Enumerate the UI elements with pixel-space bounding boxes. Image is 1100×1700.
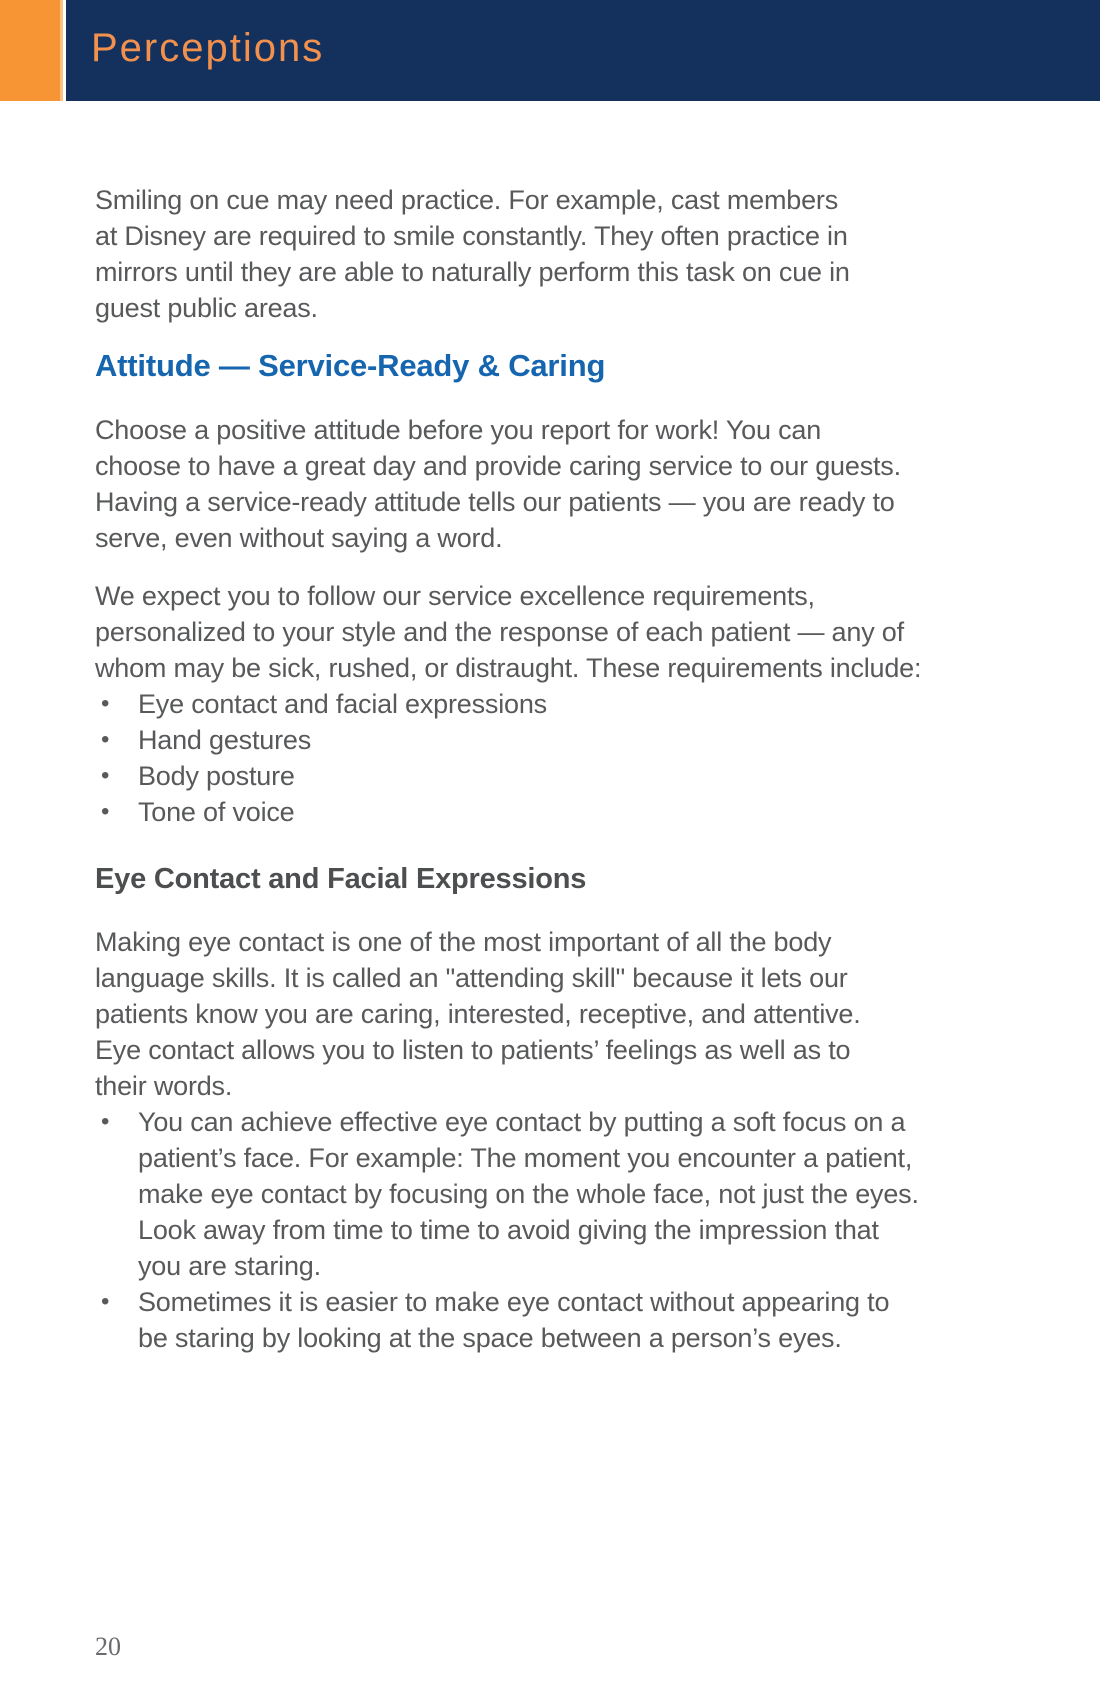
list-item-text: • Tone of voice bbox=[138, 797, 295, 827]
page-header bbox=[0, 0, 1100, 101]
list-item-text: • Eye contact and facial expressions bbox=[138, 689, 547, 719]
paragraph-smiling bbox=[95, 182, 940, 326]
list-item bbox=[95, 794, 940, 830]
paragraph-choose-attitude bbox=[95, 412, 940, 556]
paragraph-line: Making eye contact is one of the most important of all the body bbox=[95, 927, 832, 957]
paragraph-line: guest public areas. bbox=[95, 293, 318, 323]
paragraph-line: language skills. It is called an "attending skill" because it lets our bbox=[95, 963, 848, 993]
paragraph-line: We expect you to follow our service excellence requirements, bbox=[95, 581, 815, 611]
list-item bbox=[95, 722, 940, 758]
paragraph-line: Smiling on cue may need practice. For example, cast members bbox=[95, 185, 839, 215]
paragraph-eye-contact bbox=[95, 924, 940, 1104]
list-item-line: be staring by looking at the space between a person’s eyes. bbox=[138, 1323, 842, 1353]
paragraph-line: whom may be sick, rushed, or distraught. These requirements include: bbox=[95, 653, 922, 683]
page-number: 20 bbox=[95, 1632, 121, 1661]
list-item-line: you are staring. bbox=[138, 1251, 321, 1281]
paragraph-line: patients know you are caring, interested, receptive, and attentive. bbox=[95, 999, 861, 1029]
list-item-line: patient’s face. For example: The moment you encounter a patient, bbox=[138, 1143, 913, 1173]
heading-eye-contact: Eye Contact and Facial Expressions bbox=[95, 863, 587, 895]
paragraph-line: choose to have a great day and provide caring service to our guests. bbox=[95, 451, 901, 481]
list-item-line: • You can achieve effective eye contact by putting a soft focus on a bbox=[138, 1107, 906, 1137]
orange-accent-block bbox=[0, 0, 63, 101]
list-item bbox=[95, 1104, 940, 1284]
paragraph-line: personalized to your style and the response of each patient — any of bbox=[95, 617, 904, 647]
paragraph-line: Having a service-ready attitude tells our patients — you are ready to bbox=[95, 487, 895, 517]
list-item-line: Look away from time to time to avoid giving the impression that bbox=[138, 1215, 879, 1245]
list-item bbox=[95, 758, 940, 794]
list-item-text: • Body posture bbox=[138, 761, 295, 791]
heading-attitude: Attitude — Service-Ready & Caring bbox=[95, 348, 606, 383]
paragraph-line: mirrors until they are able to naturally perform this task on cue in bbox=[95, 257, 850, 287]
list-item-line: make eye contact by focusing on the whole face, not just the eyes. bbox=[138, 1179, 919, 1209]
requirements-list bbox=[95, 686, 940, 830]
eye-contact-tips-list bbox=[95, 1104, 940, 1356]
body-column bbox=[95, 182, 940, 1356]
paragraph-line: Choose a positive attitude before you report for work! You can bbox=[95, 415, 822, 445]
list-item bbox=[95, 1284, 940, 1356]
list-item bbox=[95, 686, 940, 722]
paragraph-line: at Disney are required to smile constantly. They often practice in bbox=[95, 221, 848, 251]
paragraph-expectations bbox=[95, 578, 940, 686]
list-item-line: • Sometimes it is easier to make eye contact without appearing to bbox=[138, 1287, 890, 1317]
paragraph-line: serve, even without saying a word. bbox=[95, 523, 503, 553]
list-item-text: • Hand gestures bbox=[138, 725, 312, 755]
paragraph-line: their words. bbox=[95, 1071, 233, 1101]
paragraph-line: Eye contact allows you to listen to patients’ feelings as well as to bbox=[95, 1035, 851, 1065]
navy-title-bar bbox=[66, 0, 1100, 101]
page-title: Perceptions bbox=[91, 26, 325, 70]
